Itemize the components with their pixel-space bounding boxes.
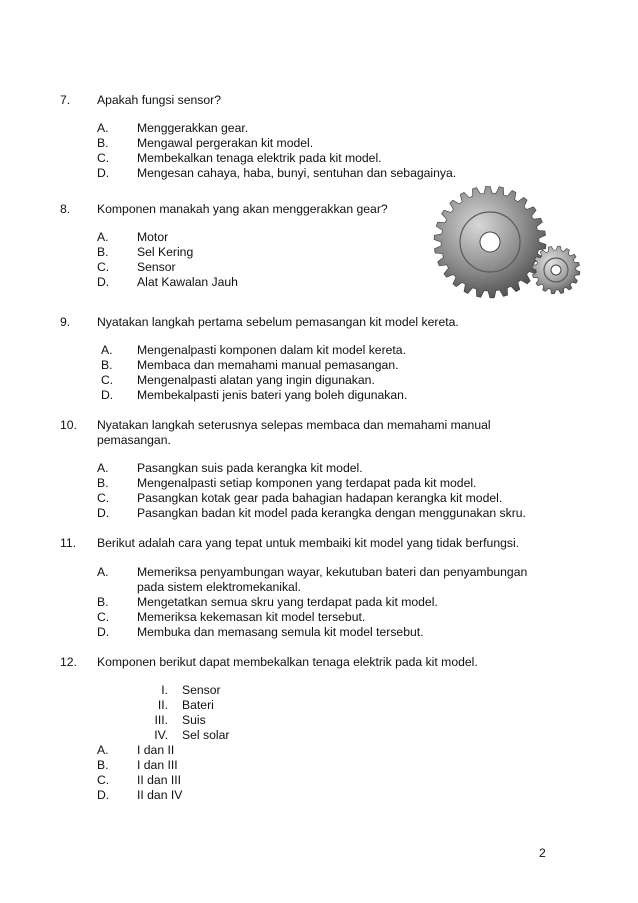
option-text: I dan III xyxy=(137,758,178,772)
option-letter: B. xyxy=(97,758,109,772)
page-number: 2 xyxy=(539,846,546,860)
option-text: Membekalpasti jenis bateri yang boleh digunakan. xyxy=(137,388,408,402)
option-letter: D. xyxy=(97,275,110,289)
item-text: Sensor xyxy=(182,683,221,697)
option-letter: B. xyxy=(97,245,109,259)
option-letter: C. xyxy=(97,260,110,274)
question-text: Komponen berikut dapat membekalkan tenaga elektrik pada kit model. xyxy=(97,655,478,669)
option-letter: B. xyxy=(97,595,109,609)
option-letter: C. xyxy=(97,491,110,505)
option-letter: A. xyxy=(97,743,109,757)
option-text: I dan II xyxy=(137,743,175,757)
option-text: Pasangkan badan kit model pada kerangka dengan menggunakan skru. xyxy=(137,506,526,520)
option-text: Pasangkan kotak gear pada bahagian hadapan kerangka kit model. xyxy=(137,491,503,505)
option-text: Motor xyxy=(137,230,169,244)
gears-icon xyxy=(428,186,590,308)
option-letter: D. xyxy=(101,388,114,402)
option-text: Mengesan cahaya, haba, bunyi, sentuhan dan sebagainya. xyxy=(137,166,457,180)
large-gear xyxy=(434,186,546,298)
item-label: I. xyxy=(161,683,168,697)
item-text: Sel solar xyxy=(182,728,230,742)
option-text: Mengenalpasti alatan yang ingin digunakan. xyxy=(137,373,375,387)
question-text: Nyatakan langkah seterusnya selepas membaca dan memahami manual pemasangan. xyxy=(97,418,491,447)
option-text: Memeriksa penyambungan wayar, kekutuban bateri dan penyambungan pada sistem elektromekanikal. xyxy=(137,565,528,594)
option-text: Memeriksa kekemasan kit model tersebut. xyxy=(137,610,366,624)
question-text: Apakah fungsi sensor? xyxy=(97,93,221,107)
option-text: Sel Kering xyxy=(137,245,194,259)
option-text: Mengawal pergerakan kit model. xyxy=(137,136,314,150)
question-number: 9. xyxy=(60,315,71,329)
option-text: II dan III xyxy=(137,773,182,787)
question-text: Komponen manakah yang akan menggerakkan gear? xyxy=(97,202,388,216)
option-letter: A. xyxy=(97,565,109,579)
option-text: Sensor xyxy=(137,260,176,274)
small-gear xyxy=(532,246,580,294)
item-label: II. xyxy=(157,698,168,712)
question-number: 8. xyxy=(60,202,71,216)
gear-hole xyxy=(551,265,561,275)
option-text: Membaca dan memahami manual pemasangan. xyxy=(137,358,399,372)
option-letter: D. xyxy=(97,788,110,802)
item-label: IV. xyxy=(154,728,168,742)
option-letter: A. xyxy=(101,343,113,357)
question-number: 12. xyxy=(60,655,77,669)
option-letter: B. xyxy=(97,136,109,150)
item-label: III. xyxy=(154,713,168,727)
option-letter: A. xyxy=(97,121,109,135)
item-text: Suis xyxy=(182,713,206,727)
gear-hole xyxy=(480,232,500,252)
question-text: Berikut adalah cara yang tepat untuk membaiki kit model yang tidak berfungsi. xyxy=(97,536,520,550)
option-text: Pasangkan suis pada kerangka kit model. xyxy=(137,461,363,475)
option-text: Alat Kawalan Jauh xyxy=(137,275,238,289)
question-number: 7. xyxy=(60,93,71,107)
option-text: II dan IV xyxy=(137,788,183,802)
option-letter: A. xyxy=(97,461,109,475)
option-letter: D. xyxy=(97,506,110,520)
option-letter: A. xyxy=(97,230,109,244)
option-text: Mengetatkan semua skru yang terdapat pada kit model. xyxy=(137,595,438,609)
option-text: Mengenalpasti komponen dalam kit model kereta. xyxy=(137,343,406,357)
option-text: Membekalkan tenaga elektrik pada kit model. xyxy=(137,151,382,165)
option-letter: B. xyxy=(101,358,113,372)
option-letter: D. xyxy=(97,166,110,180)
option-letter: C. xyxy=(101,373,114,387)
option-text: Membuka dan memasang semula kit model tersebut. xyxy=(137,625,424,639)
question-number: 10. xyxy=(60,418,77,432)
option-text: Menggerakkan gear. xyxy=(137,121,249,135)
question-text: Nyatakan langkah pertama sebelum pemasangan kit model kereta. xyxy=(97,315,459,329)
option-letter: C. xyxy=(97,610,110,624)
option-text: Mengenalpasti setiap komponen yang terdapat pada kit model. xyxy=(137,476,477,490)
option-letter: B. xyxy=(97,476,109,490)
option-letter: C. xyxy=(97,773,110,787)
option-letter: C. xyxy=(97,151,110,165)
option-letter: D. xyxy=(97,625,110,639)
item-text: Bateri xyxy=(182,698,214,712)
question-number: 11. xyxy=(60,536,77,550)
